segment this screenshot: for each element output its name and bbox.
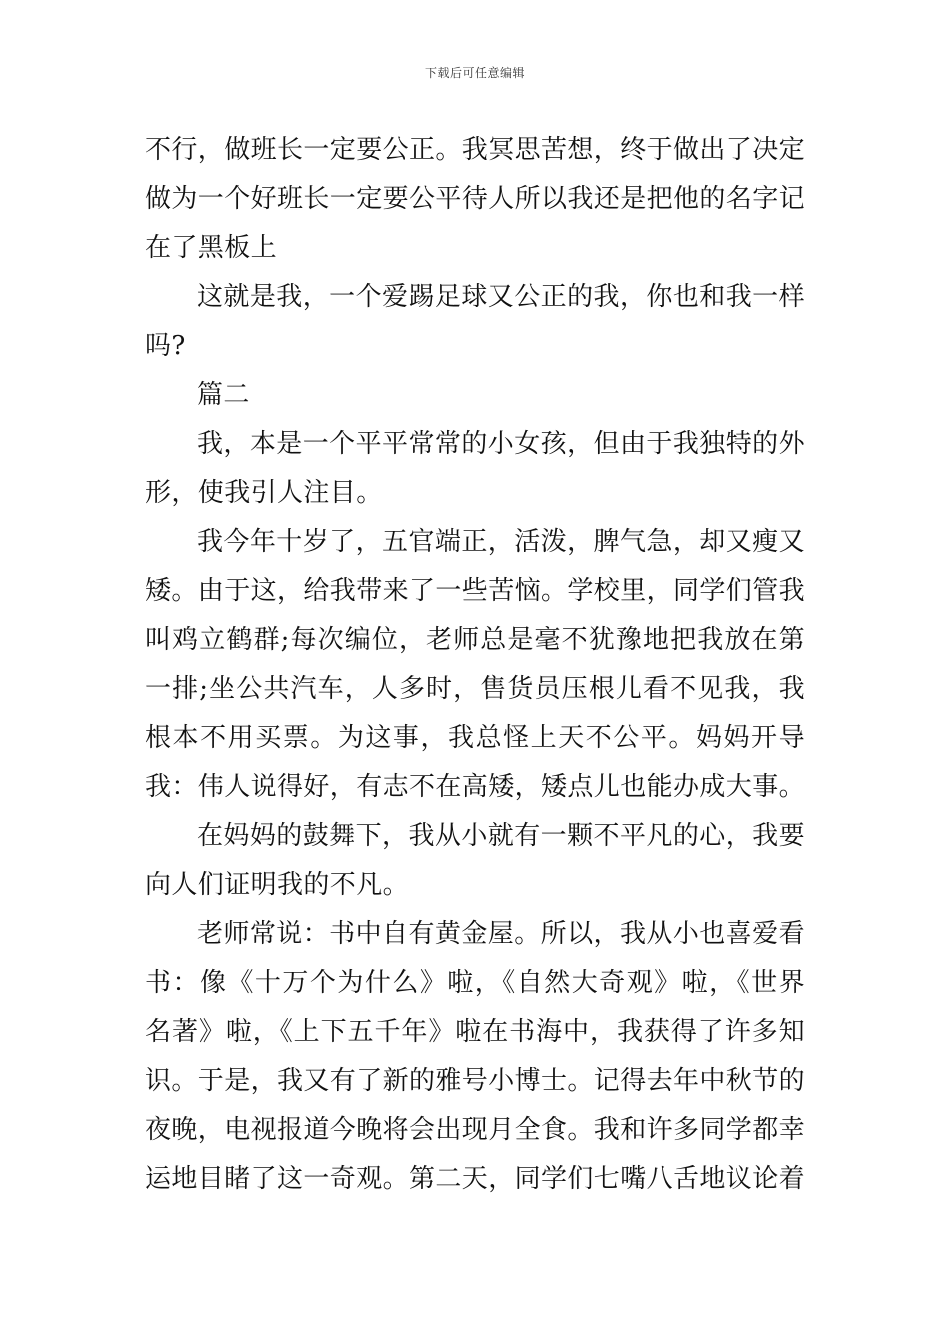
paragraph-6: 老师常说：书中自有黄金屋。所以，我从小也喜爱看书：像《十万个为什么》啦，《自然大奇观》啦，《世界名著》啦，《上下五千年》啦在书海中，我获得了许多知识。于是，我又有了新的雅号小博士。记得去年中秋节的夜晚，电视报道今晚将会出现月全食。我和许多同学都幸运地目睹了这一奇观。第二天，同学们七嘴八舌地议论着: [145, 919, 806, 1194]
paragraph-3: 我，本是一个平平常常的小女孩，但由于我独特的外形，使我引人注目。: [145, 429, 805, 508]
paragraph-2: 这就是我，一个爱踢足球又公正的我，你也和我一样吗?: [145, 282, 805, 361]
paragraph-5: 在妈妈的鼓舞下，我从小就有一颗不平凡的心，我要向人们证明我的不凡。: [145, 821, 805, 900]
paragraph-4: 我今年十岁了，五官端正，活泼，脾气急，却又瘦又矮。由于这，给我带来了一些苦恼。学校里，同学们管我叫鸡立鹤群;每次编位，老师总是毫不犹豫地把我放在第一排;坐公共汽车，人多时，售货员压根儿看不见我，我根本不用买票。为这事，我总怪上天不公平。妈妈开导我：伟人说得好，有志不在高矮，矮点儿也能办成大事。: [145, 527, 806, 802]
paragraph-1: 不行，做班长一定要公正。我冥思苦想，终于做出了决定做为一个好班长一定要公平待人所以我还是把他的名字记在了黑板上: [145, 135, 806, 263]
document-body: [145, 126, 805, 1204]
page-header: 下载后可任意编辑: [424, 66, 525, 80]
section-heading: 篇二: [197, 380, 250, 410]
